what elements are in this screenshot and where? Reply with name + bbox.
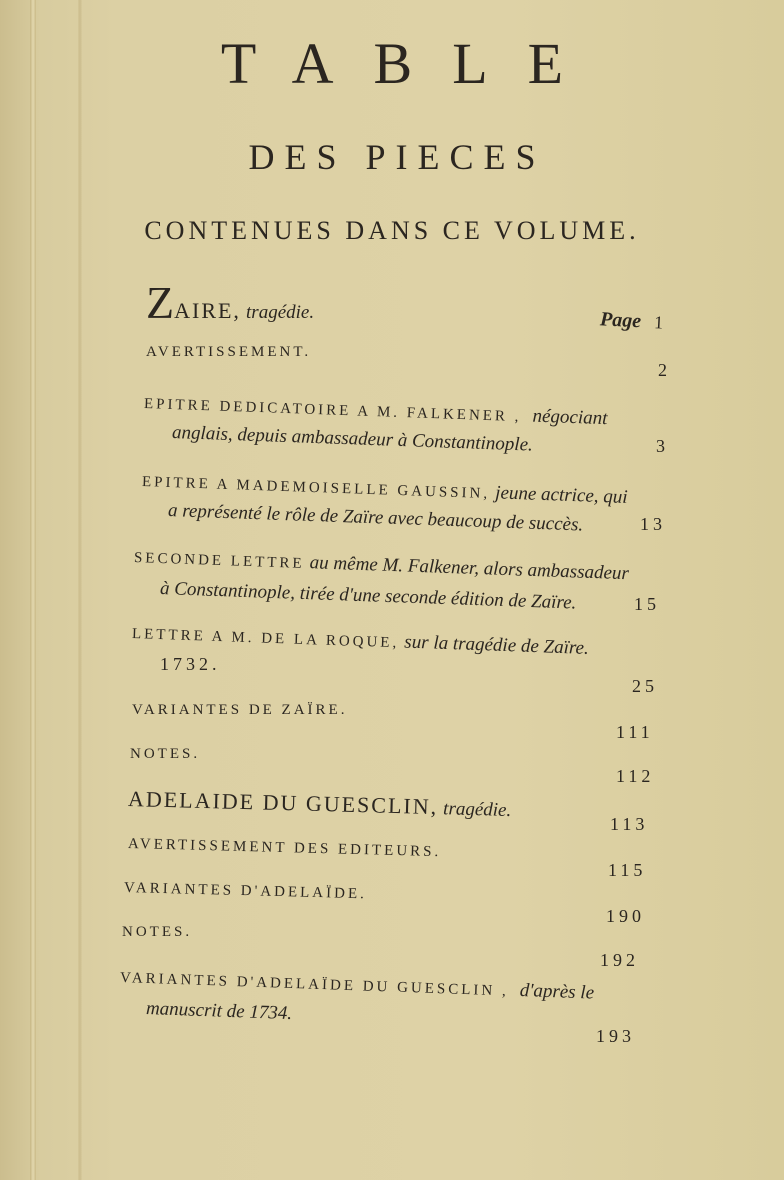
page-title: TABLE — [220, 31, 604, 96]
entry-heading: SECONDE LETTRE — [133, 550, 305, 572]
entry-heading: AVERTISSEMENT DES EDITEURS. — [127, 836, 442, 861]
entry-description: tragédie. — [246, 302, 315, 323]
drop-cap: Z — [146, 277, 175, 328]
entry-heading: EPITRE A MADEMOISELLE GAUSSIN, — [141, 474, 491, 503]
entry-description: négociant — [532, 405, 608, 430]
page-subtitle-2: CONTENUES DANS CE VOLUME. — [144, 216, 640, 245]
page-number: 112 — [616, 766, 655, 786]
page-number: 1 — [653, 312, 668, 333]
page-subtitle: DES PIECES — [248, 137, 546, 177]
entry-continuation: à Constantinople, tirée d'une seconde édition de Zaïre. — [159, 578, 577, 614]
page-number: 13 — [640, 514, 666, 534]
entry-heading: AIRE, — [174, 298, 241, 323]
entry-continuation: 1732. — [160, 654, 221, 674]
entry-heading: NOTES. — [122, 924, 193, 940]
toc-entry — [146, 276, 314, 329]
page-number: 193 — [596, 1026, 635, 1046]
entry-heading: ADELAIDE DU GUESCLIN, — [127, 786, 439, 820]
entry-heading: LETTRE A M. DE LA ROQUE, — [131, 626, 400, 652]
page-label: Page — [599, 308, 642, 333]
entry-heading: VARIANTES D'ADELAÏDE. — [123, 880, 368, 903]
entry-description: d'après le — [519, 979, 595, 1004]
entry-heading: EPITRE DEDICATOIRE A M. FALKENER , — [143, 396, 522, 426]
page-number: 192 — [600, 950, 639, 970]
entry-heading: NOTES. — [130, 746, 201, 762]
entry-heading: VARIANTES D'ADELAÏDE DU GUESCLIN , — [119, 970, 510, 1000]
entry-continuation: manuscrit de 1734. — [145, 998, 293, 1025]
entry-heading: VARIANTES DE ZAÏRE. — [132, 702, 348, 718]
page-number: 3 — [656, 436, 669, 456]
entry-page — [599, 308, 667, 334]
page-number: 190 — [606, 906, 645, 926]
page-number: 25 — [632, 676, 658, 696]
entry-continuation: anglais, depuis ambassadeur à Constantinople. — [171, 422, 534, 456]
page-number: 2 — [658, 360, 671, 380]
entry-description: jeune actrice, qui — [494, 482, 628, 508]
entry-heading: AVERTISSEMENT. — [146, 344, 312, 360]
page-number: 111 — [616, 722, 654, 742]
page-number: 115 — [608, 860, 647, 880]
entry-description: sur la tragédie de Zaïre. — [404, 631, 590, 659]
page-number: 113 — [610, 814, 649, 834]
entry-description: tragédie. — [442, 798, 512, 822]
entry-continuation: a représenté le rôle de Zaïre avec beaucoup de succès. — [167, 500, 584, 536]
page-number: 15 — [634, 594, 660, 614]
entry-description: au même M. Falkener, alors ambassadeur — [309, 552, 630, 585]
